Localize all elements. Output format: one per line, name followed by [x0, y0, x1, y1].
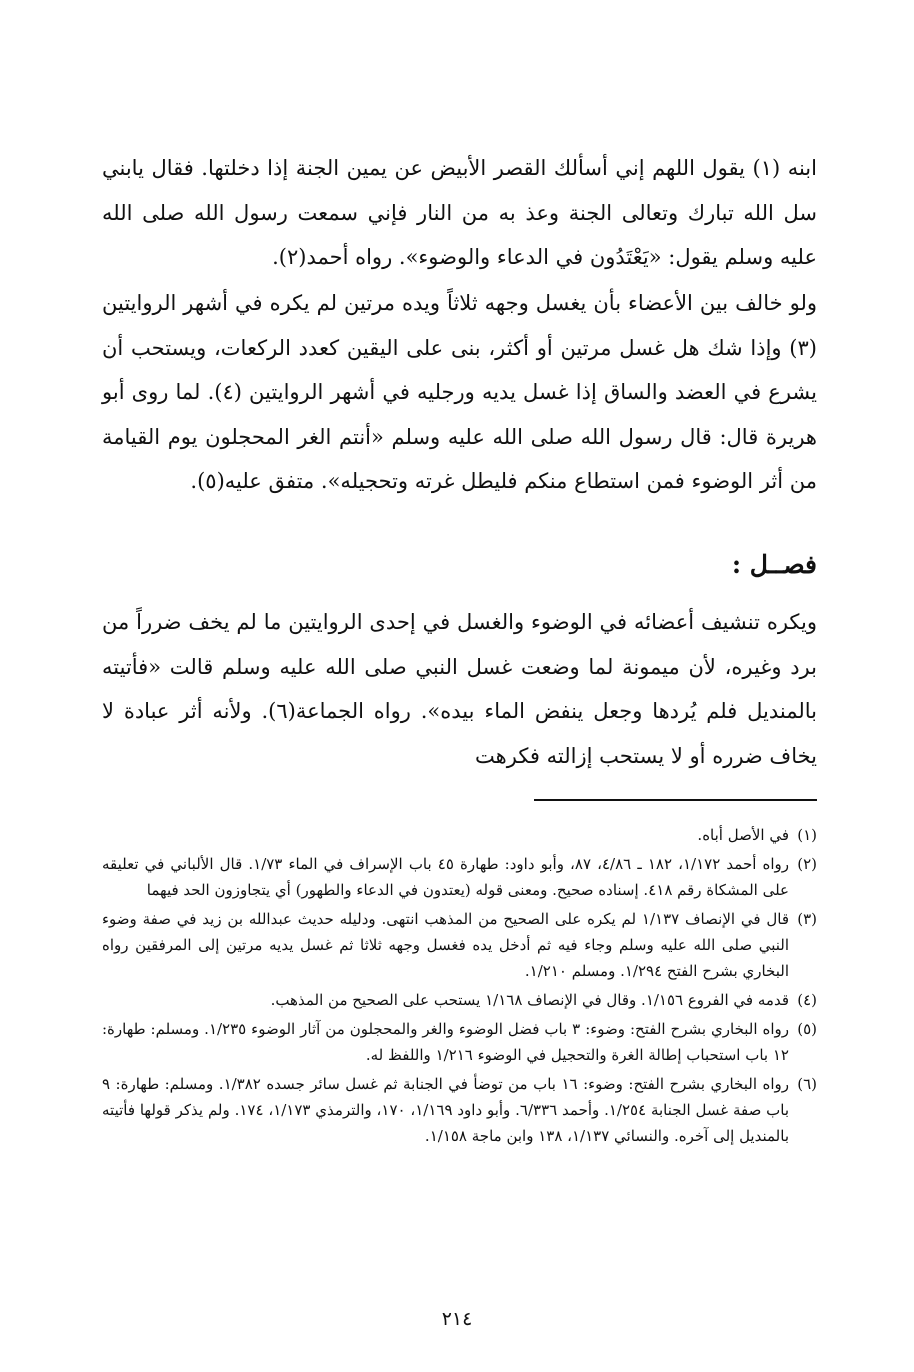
- footnote-item: [102, 987, 817, 1013]
- footnote-number: (٥): [797, 1020, 817, 1038]
- footnote-text: قدمه في الفروع ١/١٥٦. وقال في الإنصاف ١/١٦٨ يستحب على الصحيح من المذهب.: [270, 991, 789, 1009]
- paragraph-washing-order: ولو خالف بين الأعضاء بأن يغسل وجهه ثلاثاً ويده مرتين لم يكره في أشهر الروايتين (٣) وإذا شك هل غسل مرتين أو أكثر، بنى على اليقين كعدد الركعات، ويستحب أن يشرع في العضد والساق إذا غسل يديه ورجليه في أشهر الروايتين (٤). لما روى أبو هريرة قال: قال رسول الله صلى الله عليه وسلم «أنتم الغر المحجلون يوم القيامة من أثر الوضوء فمن استطاع منكم فليطل غرته وتحجيله». متفق عليه(٥).: [102, 291, 817, 493]
- paragraph-hadith-ahmad: ابنه (١) يقول اللهم إني أسألك القصر الأبيض عن يمين الجنة إذا دخلتها. فقال يابني سل الله تبارك وتعالى الجنة وعذ به من النار فإني سمعت رسول الله صلى الله عليه وسلم يقول: «يَعْتَدُون في الدعاء والوضوء». رواه أحمد(٢).: [102, 156, 817, 269]
- footnote-text: رواه البخاري بشرح الفتح: وضوء: ٣ باب فضل الوضوء والغر والمحجلون من آثار الوضوء ١/٢٣٥. ومسلم: طهارة: ١٢ باب استحباب إطالة الغرة والتحجيل في الوضوء ١/٢١٦ واللفظ له.: [102, 1020, 789, 1064]
- paragraph-drying-limbs: ويكره تنشيف أعضائه في الوضوء والغسل في إحدى الروايتين ما لم يخف ضرراً من برد وغيره، لأن ميمونة لما وضعت غسل النبي صلى الله عليه وسلم قالت «فأتيته بالمنديل فلم يُردها وجعل ينفض الماء بيده». رواه الجماعة(٦). ولأنه أثر عبادة لا يخاف ضرره أو لا يستحب إزالته فكرهت: [102, 610, 817, 768]
- footnote-item: [102, 906, 817, 984]
- footnote-text: رواه أحمد ١/١٧٢، ١٨٢ ـ ٤/٨٦، ٨٧، وأبو داود: طهارة ٤٥ باب الإسراف في الماء ١/٧٣. قال الألباني في تعليقه على المشكاة رقم ٤١٨. إسناده صحيح. ومعنى قوله (يعتدون في الدعاء والطهور) أي يتجاوزون الحد فيهما: [102, 855, 790, 899]
- section-heading: فصــل :: [731, 550, 817, 579]
- footnotes-list: [102, 822, 817, 1152]
- footnote-text: قال في الإنصاف ١/١٣٧ لم يكره على الصحيح من المذهب انتهى. ودليله حديث عبدالله بن زيد في صفة وضوء النبي صلى الله عليه وسلم وجاء فيه ثم أدخل يده فغسل وجهه ثلاثا ثم غسل يديه مرتين إلى المرفقين رواه البخاري بشرح الفتح ١/٢٩٤. ومسلم ١/٢١٠.: [102, 910, 789, 980]
- footnote-number: (٣): [797, 910, 817, 928]
- footnote-number: (٢): [797, 855, 817, 873]
- page-number: ٢١٤: [441, 1308, 473, 1330]
- footnote-item: [102, 1016, 817, 1068]
- footnote-separator: [534, 799, 817, 801]
- footnote-number: (٤): [797, 991, 817, 1009]
- footnote-number: (٦): [797, 1075, 817, 1093]
- footnote-item: [102, 1071, 817, 1149]
- footnote-text: في الأصل أباه.: [697, 826, 789, 844]
- footnote-text: رواه البخاري بشرح الفتح: وضوء: ١٦ باب من توضأ في الجنابة ثم غسل سائر جسده ١/٣٨٢. ومسلم: طهارة: ٩ باب صفة غسل الجنابة ١/٢٥٤. وأحمد ٦/٣٣٦. وأبو داود ١/١٦٩، ١٧٠، والترمذي ١/١٧٣، ١٧٤. ولم يذكر قولها فأتيته بالمنديل إلى آخره. والنسائي ١/١٣٧، ١٣٨ وابن ماجة ١/١٥٨.: [102, 1075, 790, 1145]
- footnote-item: [102, 822, 817, 848]
- footnote-number: (١): [797, 826, 817, 844]
- footnote-item: [102, 851, 817, 903]
